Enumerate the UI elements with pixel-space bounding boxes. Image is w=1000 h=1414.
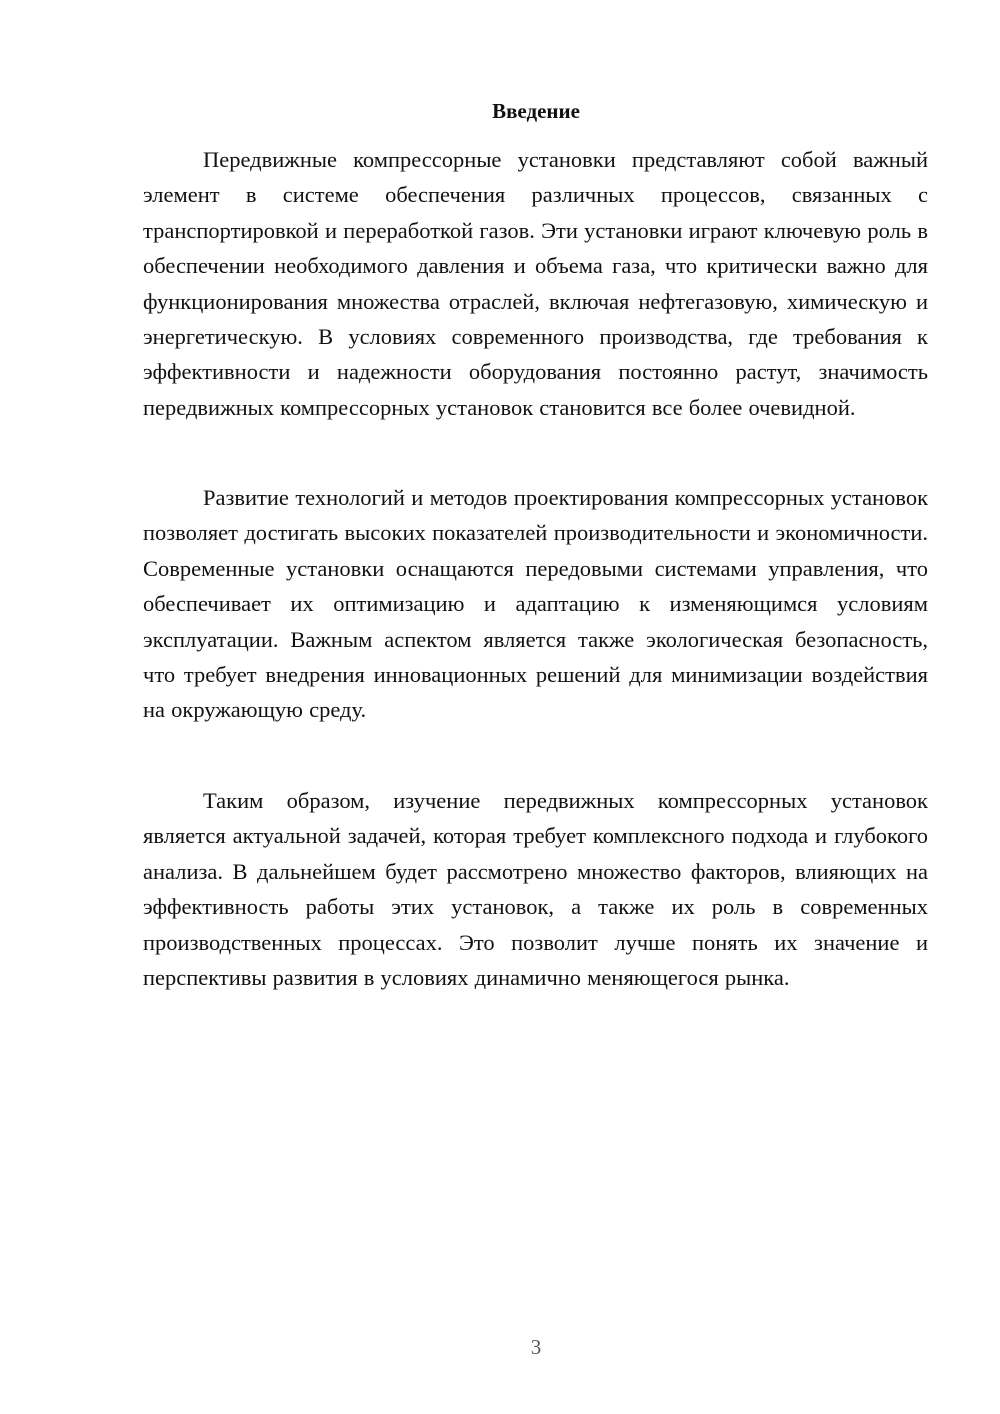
paragraph-3: Таким образом, изучение передвижных компрессорных установок является актуальной задачей, которая требует комплексного подхода и глубокого анализа. В дальнейшем будет рассмотрено множество факторов, влияющих на эффективность работы этих установок, а также их роль в современных производственных процессах. Это позволит лучше понять их значение и перспективы развития в условиях динамично меняющегося рынка.: [143, 788, 928, 991]
page-number: 3: [530, 1335, 542, 1359]
paragraph-2: Развитие технологий и методов проектирования компрессорных установок позволяет достигать высоких показателей производительности и экономичности. Современные установки оснащаются передовыми системами управления, что обеспечивает их оптимизацию и адаптацию к изменяющимся условиям эксплуатации. Важным аспектом является также экологическая безопасность, что требует внедрения инновационных решений для минимизации воздействия на окружающую среду.: [143, 485, 928, 723]
paragraph-1: Передвижные компрессорные установки представляют собой важный элемент в системе обеспечения различных процессов, связанных с транспортировкой и переработкой газов. Эти установки играют ключевую роль в обеспечении необходимого давления и объема газа, что критически важно для функционирования множества отраслей, включая нефтегазовую, химическую и энергетическую. В условиях современного производства, где требования к эффективности и надежности оборудования постоянно растут, значимость передвижных компрессорных установок становится все более очевидной.: [143, 147, 928, 420]
page-title: Введение: [492, 99, 580, 123]
